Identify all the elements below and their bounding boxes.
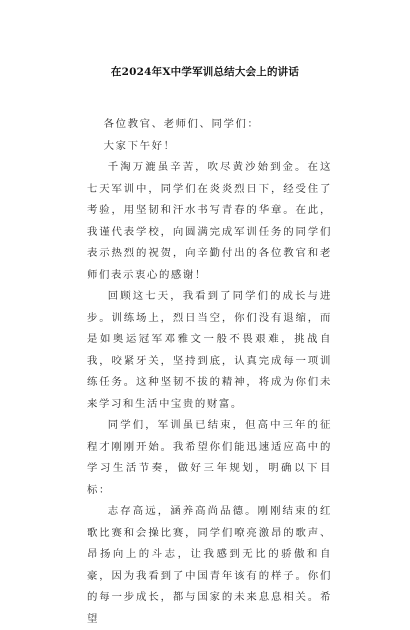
paragraph: 同学们，军训虽已结束，但高中三年的征程才刚刚开始。我希望你们能迅速适应高中的学习生活节奏，做好三年规划，明确以下目标：: [87, 419, 332, 496]
greeting: 大家下午好！: [103, 139, 176, 152]
paragraph: 千淘万漉虽辛苦，吹尽黄沙始到金。在这七天军训中，同学们在炎炎烈日下，经受住了考验，用坚韧和汗水书写青春的华章。在此，我谨代表学校，向圆满完成军训任务的同学们表示热烈的祝贺，向辛勤付出的各位教官和老师们表示衷心的感谢！: [87, 161, 332, 281]
paragraph: 回顾这七天，我看到了同学们的成长与进步。训练场上，烈日当空，你们没有退缩，而是如奥运冠军邓雅文一般不畏艰难，挑战自我，咬紧牙关，坚持到底，认真完成每一项训练任务。这种坚韧不拔的精神，将成为你们未来学习和生活中宝贵的财富。: [87, 290, 332, 410]
salutation: 各位教官、老师们、同学们：: [103, 118, 260, 130]
document-title: 在2024年X中学军训总结大会上的讲话: [110, 66, 300, 78]
paragraph: 志存高远，涵养高尚品德。刚刚结束的红歌比赛和会操比赛，同学们嘹亮激昂的歌声、昂扬向上的斗志，让我感到无比的骄傲和自豪，因为我看到了中国青年该有的样子。你们的每一步成长，都与国家的未来息息相关。希望: [87, 505, 332, 625]
document-body: [87, 114, 332, 630]
